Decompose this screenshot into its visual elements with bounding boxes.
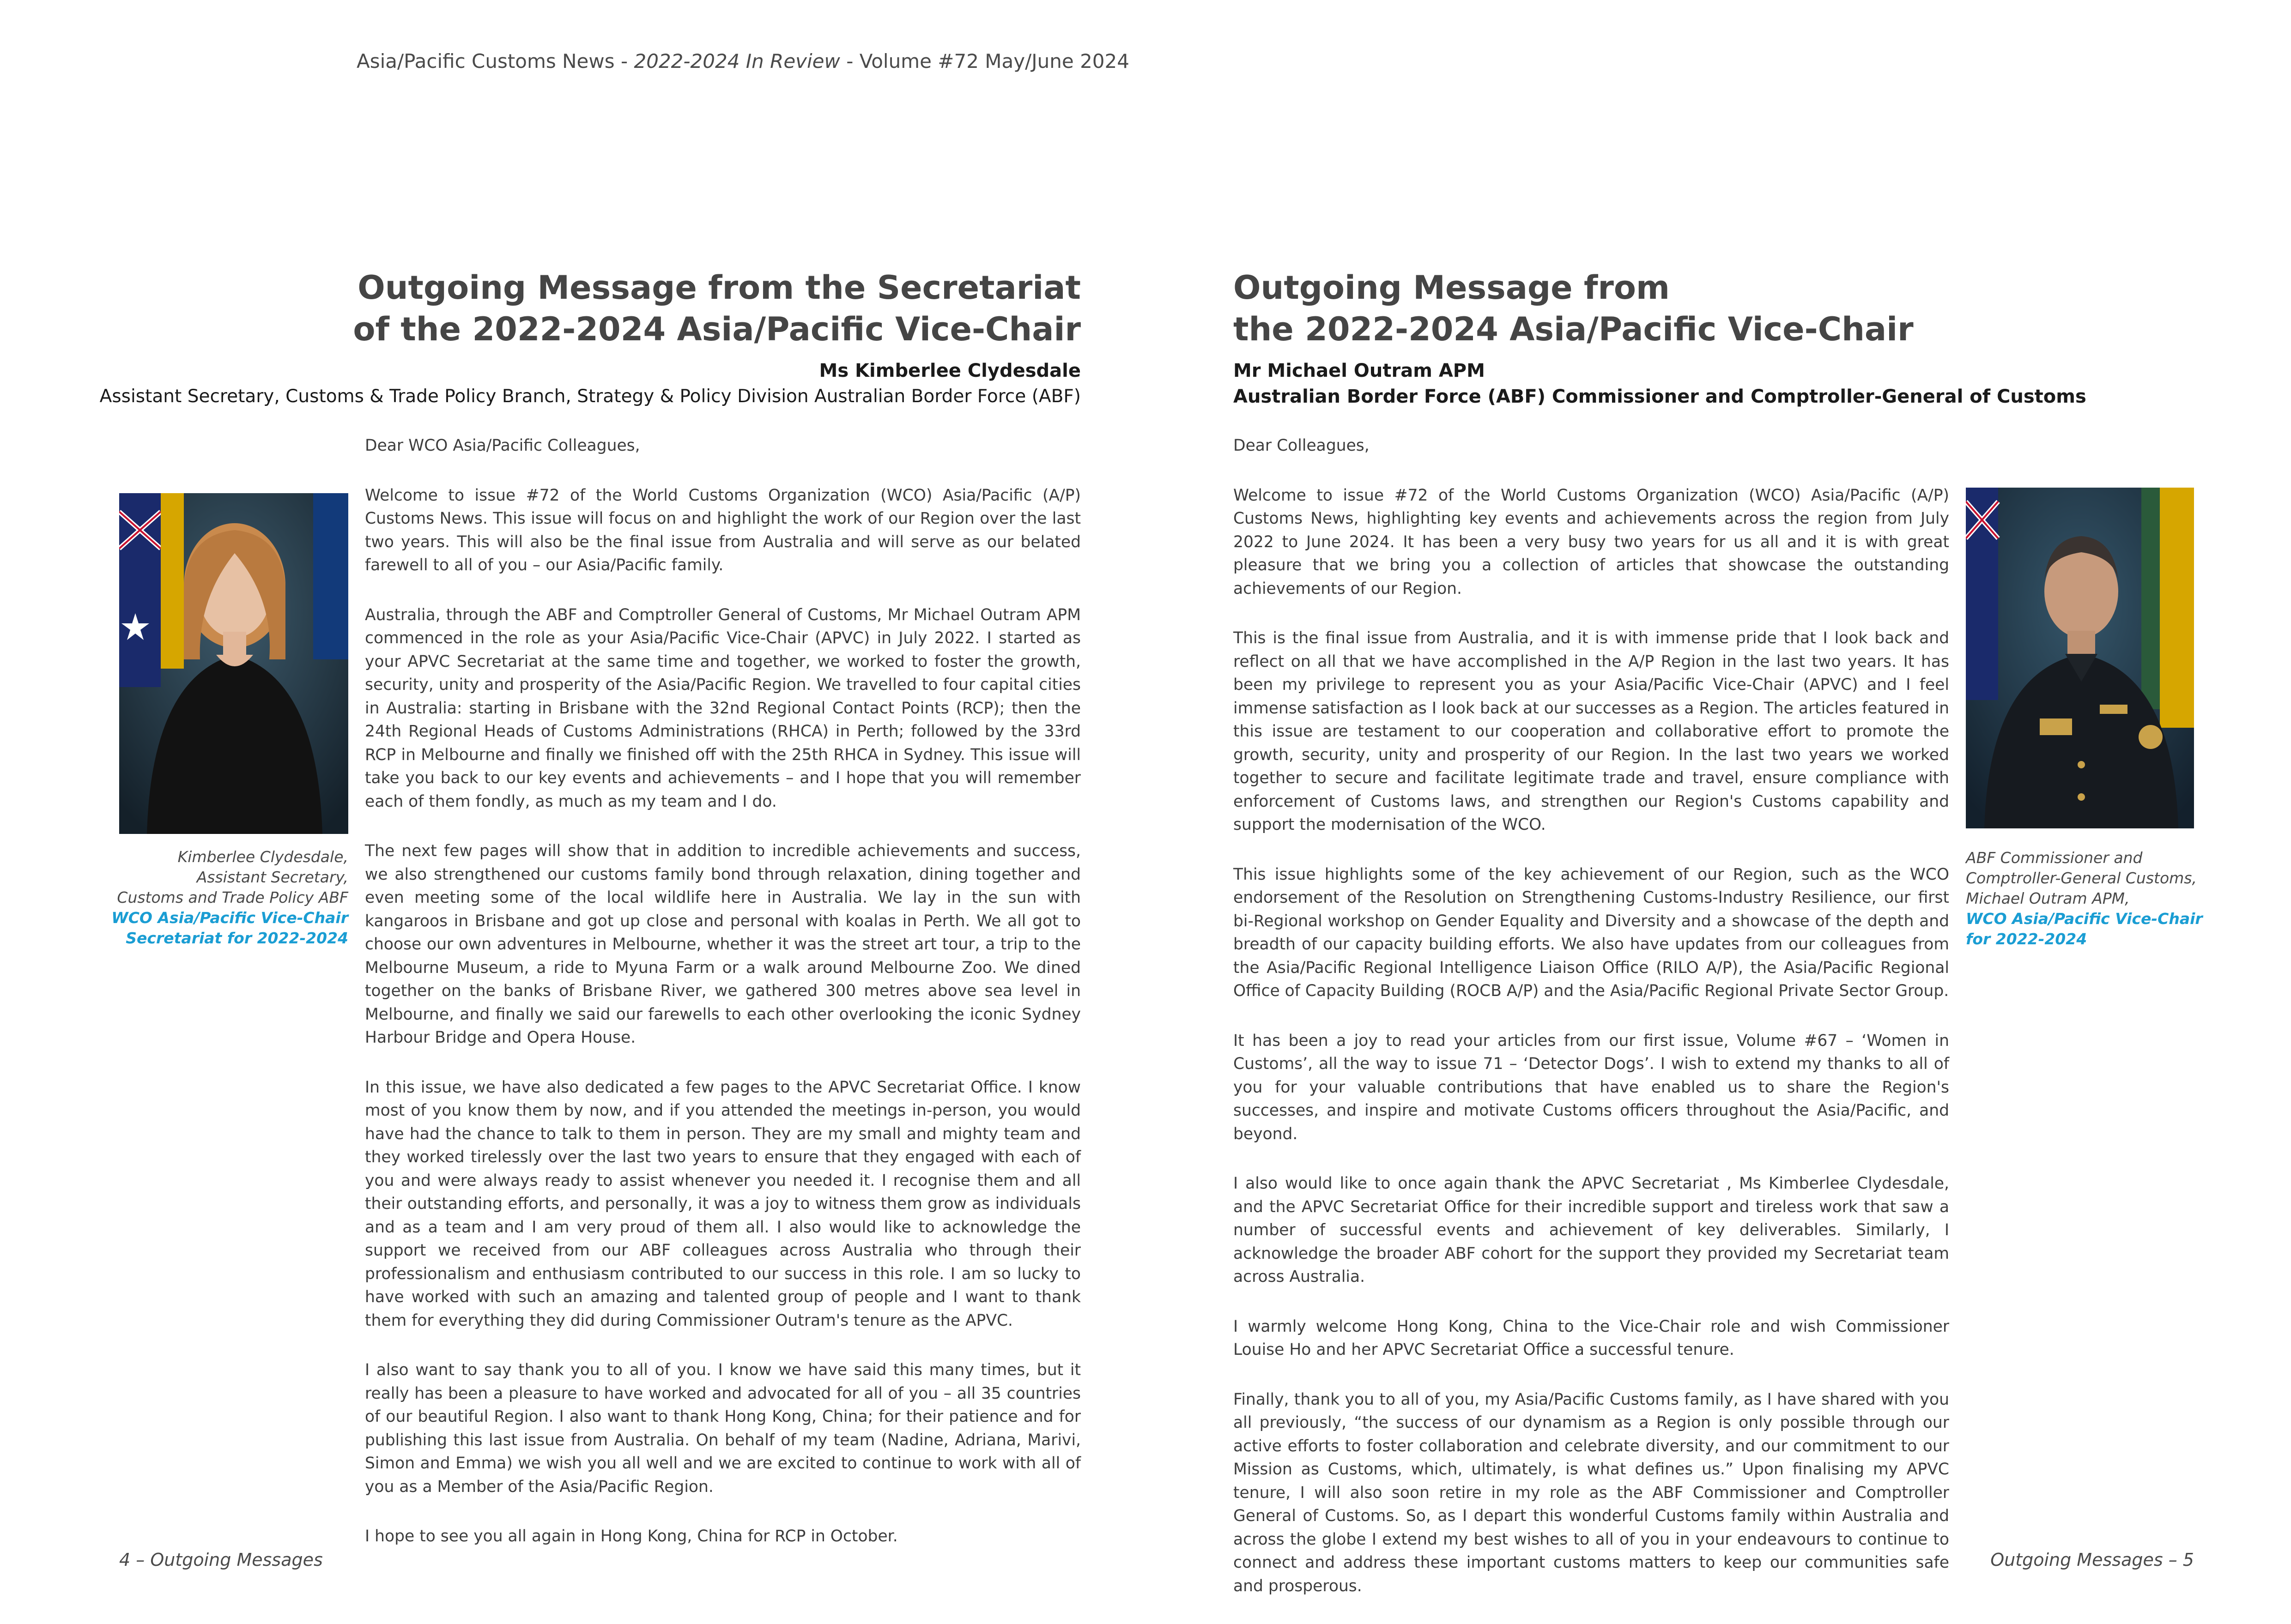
left-photo-caption	[111, 847, 348, 948]
right-paragraph: It has been a joy to read your articles from our first issue, Volume #67 – ‘Women in Customs’, all the way to issue 71 – ‘Detector Dogs’. I wish to extend my thanks to all of you for your valuable contributions that have enabled us to share the Region's successes, and inspire and motivate Customs officers throughout the Asia/Pacific, and beyond.	[1233, 1031, 1949, 1143]
running-head-italic: 2022-2024 In Review	[634, 50, 840, 72]
michael-outram-photo	[1966, 488, 2194, 828]
left-title-line-1: Outgoing Message from the Secretariat	[358, 269, 1081, 307]
right-caption-accent-2: for 2022-2024	[1966, 930, 2087, 948]
right-page-folio: Outgoing Messages – 5	[1990, 1550, 2194, 1570]
right-caption-line-1: ABF Commissioner and	[1966, 849, 2143, 867]
right-author-name: Mr Michael Outram APM	[1233, 360, 1485, 381]
left-article-body	[365, 434, 1081, 1575]
left-paragraph: Welcome to issue #72 of the World Customs Organization (WCO) Asia/Pacific (A/P) Customs News. This issue will focus on and highlight the work of our Region over the last two years. This will also be the final issue from Australia and will serve as our belated farewell to all of you – our Asia/Pacific family.	[365, 486, 1081, 574]
running-head	[357, 50, 1129, 72]
kimberlee-clydesdale-photo	[119, 493, 348, 834]
left-paragraph: I hope to see you all again in Hong Kong, China for RCP in October.	[365, 1527, 898, 1546]
left-author-name: Ms Kimberlee Clydesdale	[819, 360, 1081, 381]
right-paragraph: Welcome to issue #72 of the World Customs Organization (WCO) Asia/Pacific (A/P) Customs News, highlighting key events and achievements across the region from July 2022 to June 2024. It has been a very busy two years for us all and it is with great pleasure that we bring you a collection of articles that showcase the outstanding achievements of our Region.	[1233, 486, 1949, 598]
running-head-prefix: Asia/Pacific Customs News -	[357, 50, 634, 72]
right-paragraph: Finally, thank you to all of you, my Asia/Pacific Customs family, as I have shared with you all previously, “the success of our dynamism as a Region is only possible through our active efforts to foster collaboration and celebrate diversity, and our commitment to our Mission as Customs, which, ultimately, is what defines us.” Upon finalising my APVC tenure, I will also soon retire in my role as the ABF Commissioner and Comptroller General of Customs. So, as I depart this wonderful Customs family within Australia and across the globe I extend my best wishes to all of you in your endeavours to continue to connect and address these important customs matters to keep our communities safe and prosperous.	[1233, 1390, 1949, 1595]
right-caption-accent-1: WCO Asia/Pacific Vice-Chair	[1966, 910, 2203, 928]
right-paragraph: I also would like to once again thank the APVC Secretariat , Ms Kimberlee Clydesdale, and the APVC Secretariat Office for their incredible support and tireless work that saw a number of successful events and achievement of key deliverables. Similarly, I acknowledge the broader ABF cohort for the support they provided my Secretariat team across Australia.	[1233, 1174, 1949, 1286]
right-photo-caption	[1966, 848, 2203, 949]
left-paragraph: In this issue, we have also dedicated a few pages to the APVC Secretariat Office. I know most of you know them by now, and if you attended the meetings in-person, you would have had the chance to talk to them in person. They are my small and mighty team and they worked tirelessly over the last two years to ensure that they engaged with each of you and were always ready to assist whenever you needed it. I recognise them and all their outstanding efforts, and personally, it was a joy to witness them grow as individuals and as a team and I am very proud of them all. I also would like to acknowledge the support we received from our ABF colleagues across Australia who through their professionalism and enthusiasm contributed to our success in this role. I am so lucky to have worked with such an amazing and talented group of people and I want to thank them for everything they did during Commissioner Outram's tenure as the APVC.	[365, 1078, 1081, 1330]
left-page-folio: 4 – Outgoing Messages	[119, 1550, 323, 1570]
right-paragraph: Dear Colleagues,	[1233, 436, 1370, 455]
right-article-body	[1233, 434, 1949, 1624]
right-title-line-2: the 2022-2024 Asia/Pacific Vice-Chair	[1233, 310, 1914, 348]
left-author-role: Assistant Secretary, Customs & Trade Policy Branch, Strategy & Policy Division Australian Border Force (ABF)	[99, 386, 1081, 407]
right-article-title	[1233, 267, 1914, 350]
right-caption-line-3: Michael Outram APM,	[1966, 889, 2130, 907]
running-head-suffix: - Volume #72 May/June 2024	[840, 50, 1129, 72]
right-title-line-1: Outgoing Message from	[1233, 269, 1670, 307]
left-paragraph: I also want to say thank you to all of you. I know we have said this many times, but it really has been a pleasure to have worked and advocated for all of you – all 35 countries of our beautiful Region. I also want to thank Hong Kong, China; for their patience and for publishing this last issue from Australia. On behalf of my team (Nadine, Adriana, Marivi, Simon and Emma) we wish you all well and we are excited to continue to work with all of you as a Member of the Asia/Pacific Region.	[365, 1361, 1081, 1496]
left-paragraph: Dear WCO Asia/Pacific Colleagues,	[365, 436, 640, 455]
right-caption-line-2: Comptroller-General Customs,	[1966, 869, 2197, 887]
left-article-title	[353, 267, 1081, 350]
portrait-illustration	[119, 493, 348, 834]
left-title-line-2: of the 2022-2024 Asia/Pacific Vice-Chair	[353, 310, 1081, 348]
right-author-role: Australian Border Force (ABF) Commissioner and Comptroller-General of Customs	[1233, 386, 2086, 407]
left-caption-line-3: Customs and Trade Policy ABF	[117, 888, 348, 906]
right-paragraph: I warmly welcome Hong Kong, China to the Vice-Chair role and wish Commissioner Louise Ho and her APVC Secretariat Office a successful tenure.	[1233, 1317, 1949, 1359]
right-paragraph: This issue highlights some of the key achievement of our Region, such as the WCO endorsement of the Resolution on Strengthening Customs-Industry Resilience, our first bi-Regional workshop on Gender Equality and Diversity and a showcase of the depth and breadth of our capacity building efforts. We also have updates from our colleagues from the Asia/Pacific Regional Intelligence Liaison Office (RILO A/P), the Asia/Pacific Regional Office of Capacity Building (ROCB A/P) and the Asia/Pacific Regional Private Sector Group.	[1233, 865, 1949, 1000]
left-caption-line-1: Kimberlee Clydesdale,	[177, 848, 348, 866]
left-caption-accent-2: Secretariat for 2022-2024	[126, 929, 348, 947]
right-paragraph: This is the final issue from Australia, and it is with immense pride that I look back and reflect on all that we have accomplished in the A/P Region in the last two years. It has been my privilege to represent you as your Asia/Pacific Vice-Chair (APVC) and I feel immense satisfaction as I look back at our successes as a Region. The articles featured in this issue are testament to our cooperation and collaborative effort to promote the growth, security, unity and prosperity of our Region. In the last two years we worked together to secure and facilitate legitimate trade and travel, ensure compliance with enforcement of Customs laws, and strengthen our Region's Customs capability and support the modernisation of the WCO.	[1233, 629, 1949, 834]
left-paragraph: Australia, through the ABF and Comptroller General of Customs, Mr Michael Outram APM commenced in the role as your Asia/Pacific Vice-Chair (APVC) in July 2022. I started as your APVC Secretariat at the same time and together, we worked to foster the growth, security, unity and prosperity of the Asia/Pacific Region. We travelled to four capital cities in Australia: starting in Brisbane with the 32nd Regional Contact Points (RCP); then the 24th Regional Heads of Customs Administrations (RHCA) in Perth; followed by the 33rd RCP in Melbourne and finally we finished off with the 25th RHCA in Sydney. This issue will take you back to our key events and achievements – and I hope that you will remember each of them fondly, as much as my team and I do.	[365, 605, 1081, 811]
left-caption-accent-1: WCO Asia/Pacific Vice-Chair	[111, 909, 348, 927]
portrait-illustration	[1966, 488, 2194, 828]
left-caption-line-2: Assistant Secretary,	[196, 868, 348, 886]
left-paragraph: The next few pages will show that in addition to incredible achievements and success, we also strengthened our customs family bond through relaxation, dining together and even meeting some of the local wildlife here in Australia. We lay in the sun with kangaroos in Brisbane and got up close and personal with koalas in Perth. We all got to choose our own adventures in Melbourne, whether it was the street art tour, a trip to the Melbourne Museum, a ride to Myuna Farm or a walk around Melbourne Zoo. We dined together on the banks of Brisbane River, we gathered 300 metres above sea level in Melbourne, and finally we said our farewells to each other overlooking the iconic Sydney Harbour Bridge and Opera House.	[365, 842, 1081, 1047]
